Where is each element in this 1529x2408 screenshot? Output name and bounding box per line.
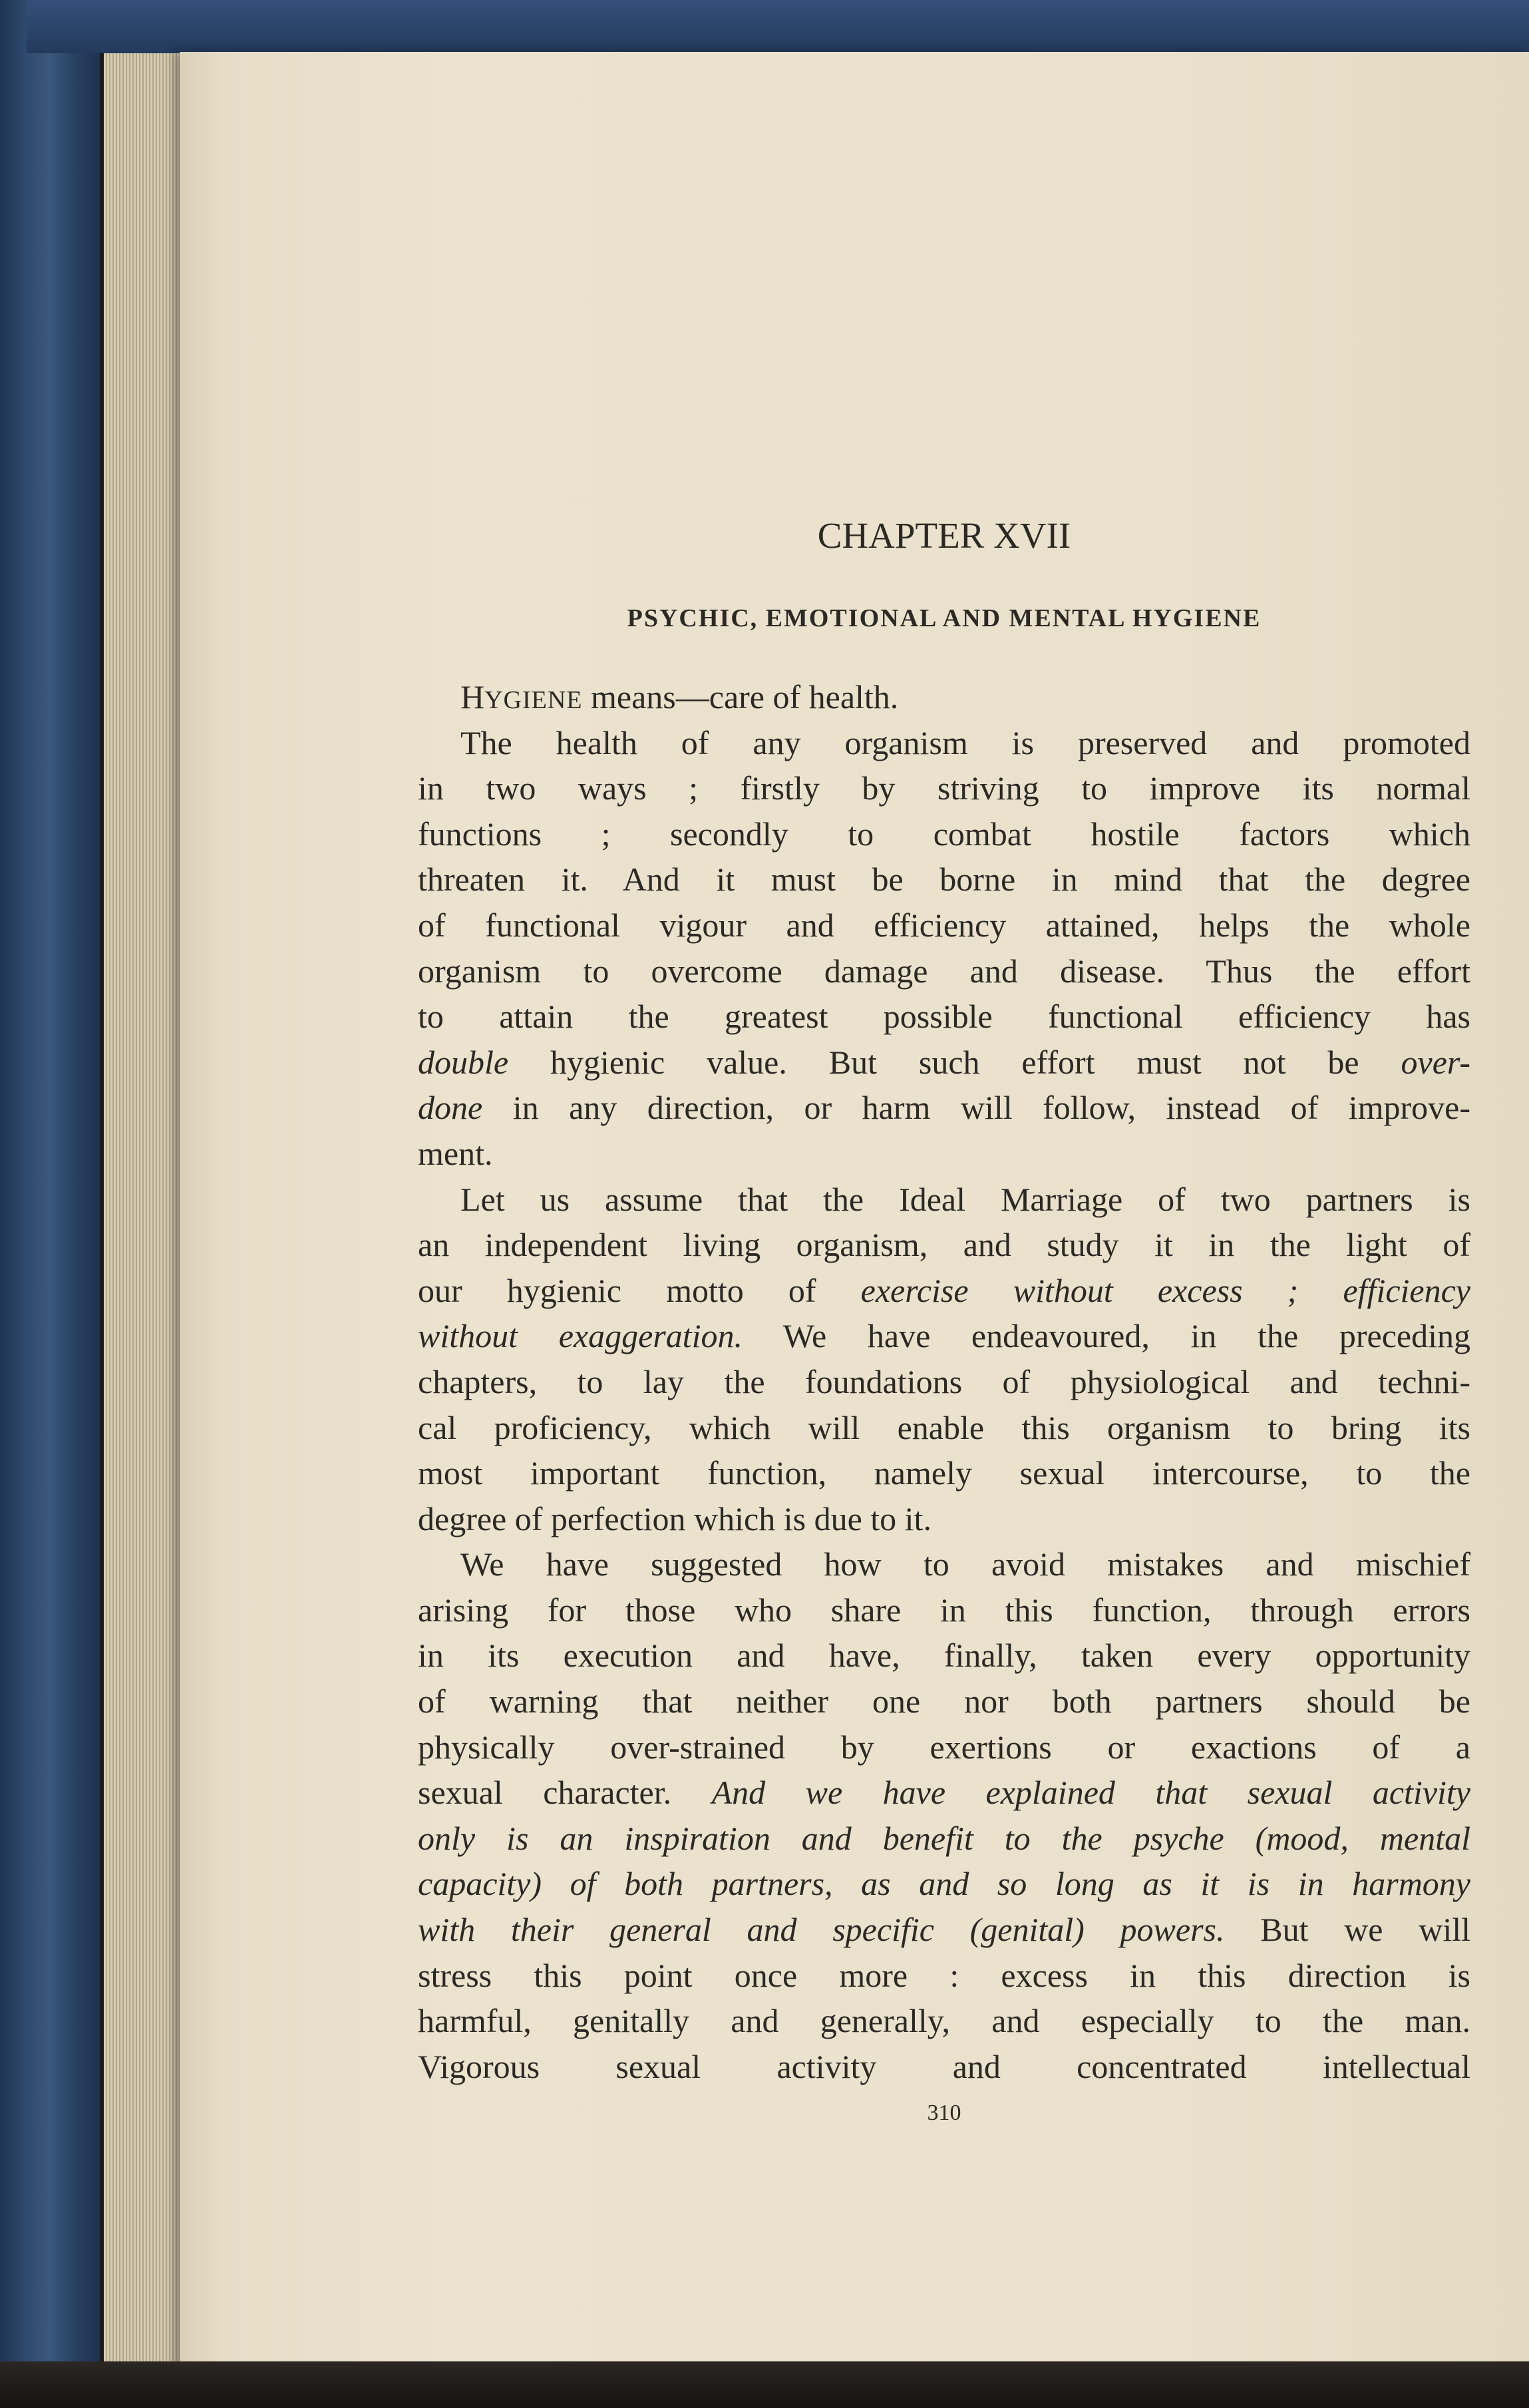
body-text — [418, 674, 1470, 2089]
text-line — [418, 1633, 1470, 1679]
text-line — [418, 1222, 1470, 1268]
text-line — [418, 1313, 1470, 1359]
text-segment: most important function, namely sexual intercourse, to the — [418, 1454, 1470, 1492]
text-segment: stress this point once more : excess in this direction is — [418, 1956, 1470, 1994]
text-segment: We have suggested how to avoid mistakes and mischief — [460, 1545, 1470, 1583]
text-segment: in any direction, or harm will follow, instead of improve- — [482, 1089, 1470, 1127]
text-segment: Let us assume that the Ideal Marriage of two partners is — [460, 1180, 1470, 1218]
text-line — [418, 1998, 1470, 2044]
text-line — [418, 720, 1470, 766]
text-segment: sexual character. — [418, 1774, 712, 1812]
text-line — [418, 1405, 1470, 1451]
text-line — [418, 811, 1470, 857]
text-segment: cal proficiency, which will enable this organism to bring its — [418, 1408, 1470, 1446]
text-line — [418, 994, 1470, 1040]
text-line — [418, 1587, 1470, 1633]
text-line — [418, 1131, 1470, 1177]
text-line — [418, 857, 1470, 903]
text-line — [418, 765, 1470, 811]
text-segment: capacity) of both partners, as and so long as it is in harmony — [418, 1865, 1470, 1903]
text-segment: means—care of health. — [582, 678, 899, 715]
text-segment: But we will — [1224, 1911, 1471, 1949]
text-segment: We have endeavoured, in the preceding — [743, 1317, 1470, 1355]
text-line — [418, 1907, 1470, 1953]
text-segment: our hygienic motto of — [418, 1271, 861, 1309]
text-segment: exercise without excess ; efficiency — [860, 1271, 1470, 1309]
bottom-shadow — [0, 2361, 1529, 2408]
text-line — [418, 948, 1470, 994]
text-segment: with their general and specific (genital) powers. — [418, 1911, 1225, 1949]
text-line — [418, 1861, 1470, 1907]
text-line — [418, 1724, 1470, 1770]
text-segment: The health of any organism is preserved and promoted — [460, 723, 1470, 761]
text-segment: in two ways ; firstly by striving to improve its normal — [418, 769, 1470, 807]
page-number: 310 — [927, 2101, 961, 2125]
text-segment: only is an inspiration and benefit to the psyche (mood, mental — [418, 1819, 1470, 1857]
text-segment: And we have explained that sexual activity — [711, 1774, 1470, 1812]
text-line — [418, 1450, 1470, 1496]
page-edges — [100, 53, 190, 2363]
text-segment: harmful, genitally and generally, and especially to the man. — [418, 2002, 1470, 2040]
book-cover-top-edge — [27, 0, 1529, 53]
text-segment: of warning that neither one nor both partners should be — [418, 1683, 1470, 1720]
text-segment: Vigorous sexual activity and concentrated intellectual — [418, 2047, 1470, 2085]
chapter-heading: CHAPTER XVII — [817, 515, 1071, 556]
text-segment: double — [418, 1043, 509, 1081]
text-line — [418, 1770, 1470, 1816]
text-segment: physically over-strained by exertions or exactions of a — [418, 1728, 1470, 1766]
text-line — [418, 1953, 1470, 1999]
text-segment: arising for those who share in this function, through errors — [418, 1591, 1470, 1629]
text-line — [418, 674, 1470, 720]
text-segment: over- — [1401, 1043, 1470, 1081]
text-segment: hygienic value. But such effort must not be — [508, 1043, 1401, 1081]
text-line — [418, 903, 1470, 948]
text-segment: YGIENE — [484, 686, 583, 714]
text-line — [418, 1040, 1470, 1086]
text-line — [418, 1085, 1470, 1131]
text-segment: H — [460, 678, 485, 715]
text-segment: without exaggeration. — [418, 1317, 743, 1355]
text-segment: in its execution and have, finally, taken every opportunity — [418, 1637, 1470, 1675]
text-segment: of functional vigour and efficiency attained, helps the whole — [418, 906, 1470, 944]
text-line — [418, 1359, 1470, 1405]
text-segment: ment. — [418, 1134, 493, 1172]
text-segment: an independent living organism, and study it in the light of — [418, 1226, 1470, 1264]
text-line — [418, 1541, 1470, 1587]
text-line — [418, 1679, 1470, 1724]
text-segment: degree of perfection which is due to it. — [418, 1500, 932, 1537]
text-segment: threaten it. And it must be borne in mind that the degree — [418, 861, 1470, 899]
text-segment: to attain the greatest possible functional efficiency has — [418, 998, 1470, 1036]
text-segment: done — [418, 1089, 483, 1127]
text-line — [418, 1496, 1470, 1542]
text-line — [418, 2044, 1470, 2090]
text-segment: chapters, to lay the foundations of physiological and techni- — [418, 1362, 1470, 1400]
chapter-title: PSYCHIC, EMOTIONAL AND MENTAL HYGIENE — [627, 604, 1262, 632]
text-line — [418, 1268, 1470, 1314]
text-line — [418, 1177, 1470, 1223]
text-segment: organism to overcome damage and disease. Thus the effort — [418, 952, 1470, 990]
text-line — [418, 1816, 1470, 1862]
text-segment: functions ; secondly to combat hostile factors which — [418, 815, 1470, 853]
